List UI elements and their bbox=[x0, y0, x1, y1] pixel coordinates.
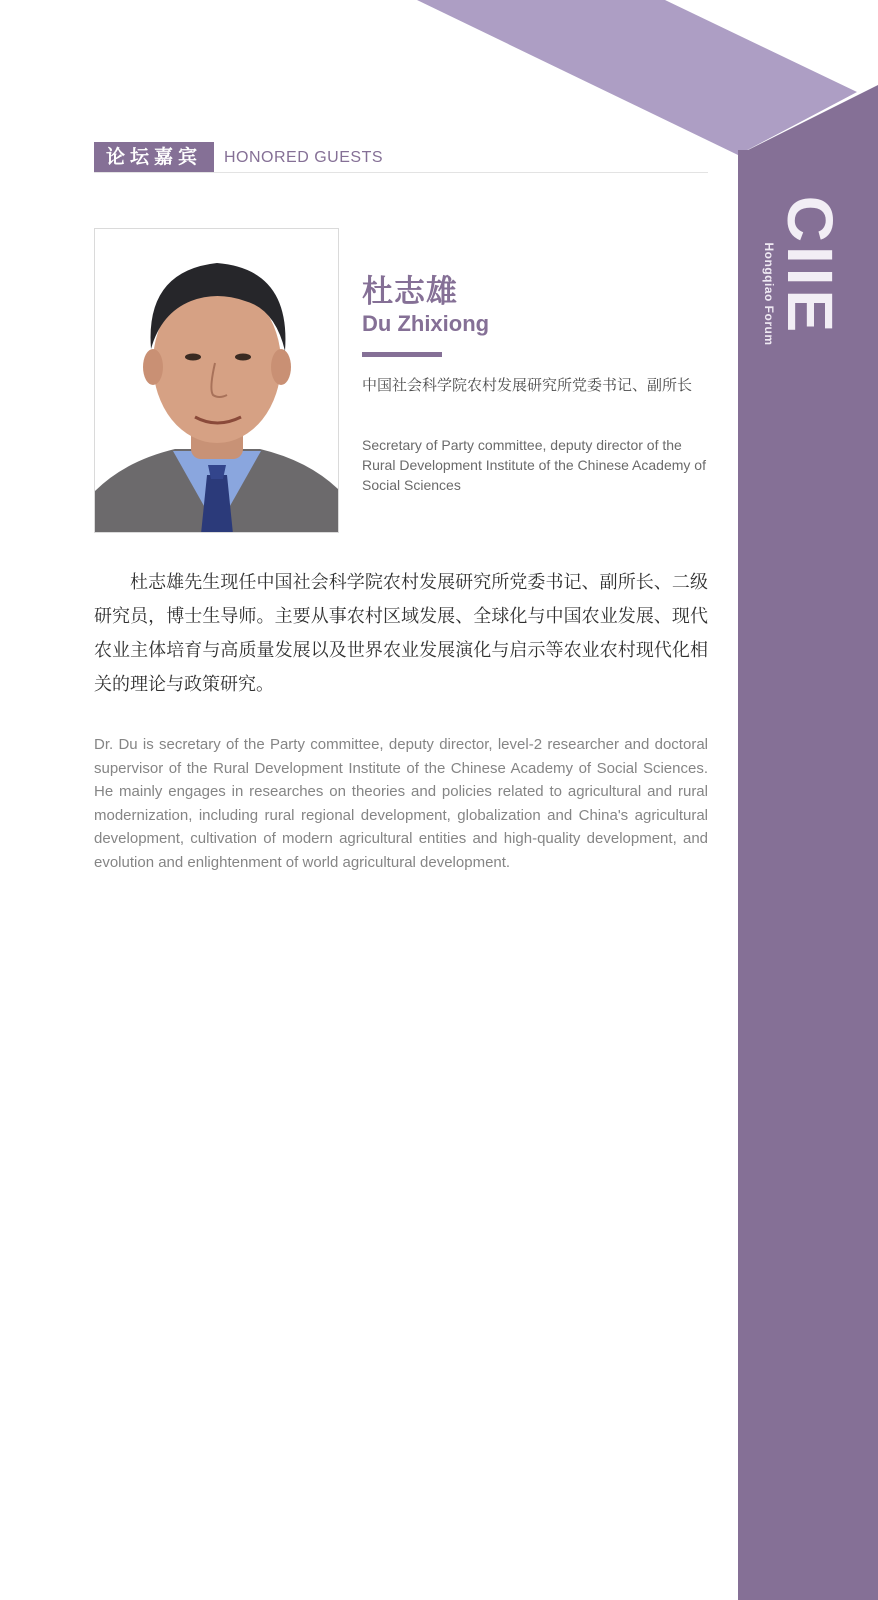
ciie-logo bbox=[774, 188, 846, 344]
name-underline bbox=[362, 352, 442, 357]
logo-wordmark: CIIE bbox=[774, 195, 846, 337]
section-title-en: HONORED GUESTS bbox=[224, 149, 384, 166]
portrait-illustration bbox=[95, 229, 339, 533]
forum-subtitle: Hongqiao Forum bbox=[762, 242, 776, 346]
guest-name-en: Du Zhixiong bbox=[362, 311, 490, 336]
guest-bio-en: Dr. Du is secretary of the Party committee, deputy director, level-2 researcher and doctoral supervisor of the Rural Development Institute of the Chinese Academy of Social Sciences. He mainly engages in researches on theories and policies related to agricultural and rural modernization, including rural regional development, globalization and China's agricultural development, cultivation of modern agricultural entities and high-quality development, and evolution and enlightenment of world agricultural development. bbox=[94, 736, 708, 871]
section-header bbox=[94, 142, 708, 173]
guest-portrait bbox=[94, 228, 339, 533]
section-tag: 论坛嘉宾 bbox=[94, 142, 214, 172]
side-color-band bbox=[738, 150, 878, 1600]
guest-title-zh: 中国社会科学院农村发展研究所党委书记、副所长 bbox=[362, 376, 693, 394]
guest-bio-zh: 杜志雄先生现任中国社会科学院农村发展研究所党委书记、副所长、二级研究员，博士生导师。主要从事农村区域发展、全球化与中国农业发展、现代农业主体培育与高质量发展以及世界农业发展演化与启示等农业农村现代化相关的理论与政策研究。 bbox=[94, 572, 708, 695]
guest-name-zh: 杜志雄 bbox=[362, 274, 458, 310]
guest-title-en: Secretary of Party committee, deputy director of the Rural Development Institute of the Chinese Academy of Social Sciences bbox=[362, 437, 706, 493]
